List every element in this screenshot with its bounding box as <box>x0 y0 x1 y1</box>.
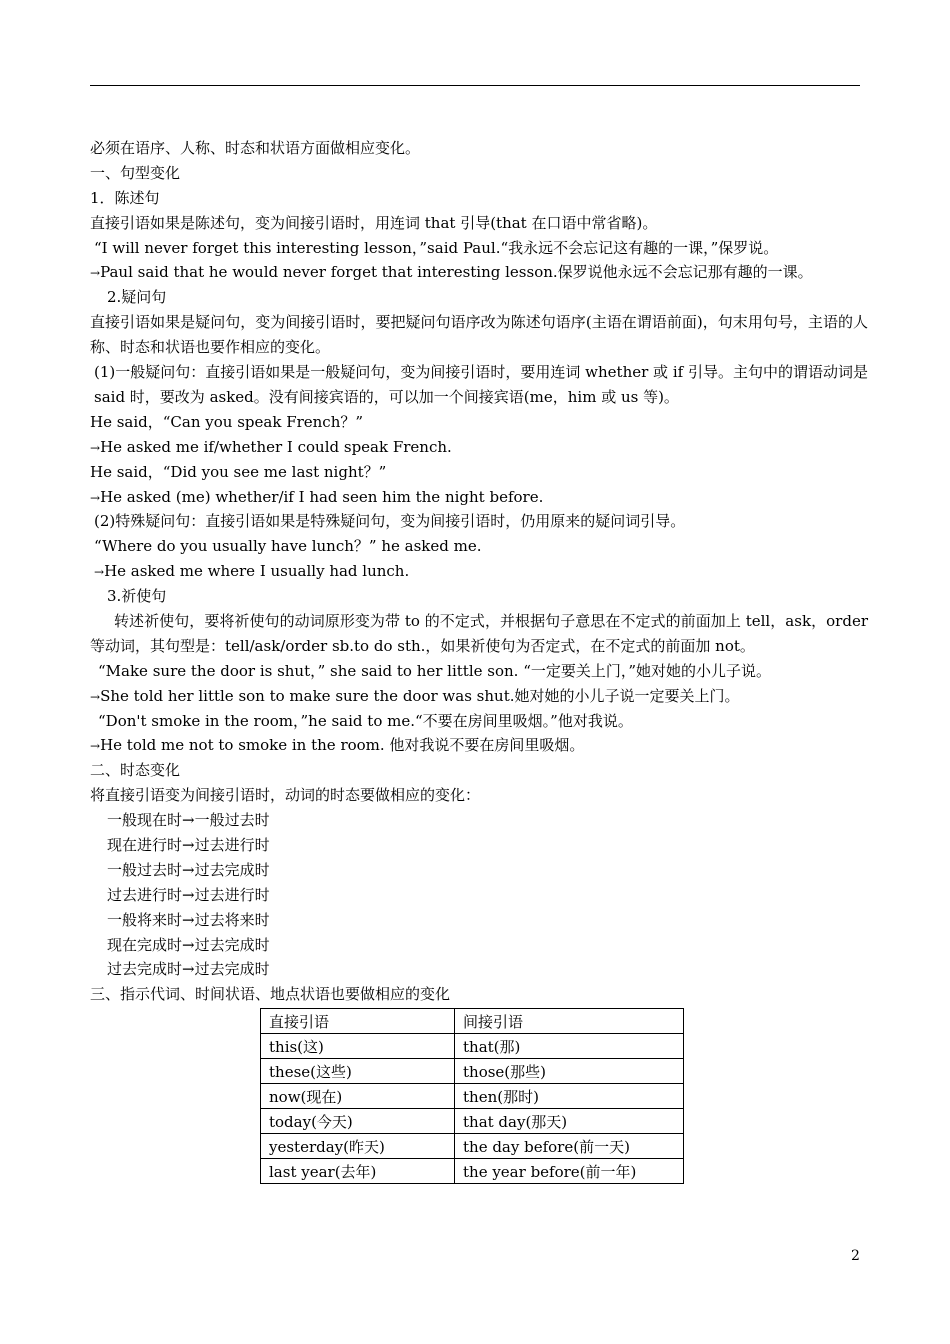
table-header-cell: 直接引语 <box>261 1009 455 1034</box>
example-indirect-speech <box>90 485 868 510</box>
table-cell: the year before(前一年) <box>455 1159 684 1184</box>
page-number: 2 <box>851 1248 860 1264</box>
tense-change-item: 一般现在时→一般过去时 <box>107 811 270 830</box>
example-indirect-speech <box>90 559 868 584</box>
tense-change-item: 一般将来时→过去将来时 <box>107 910 270 929</box>
example-indirect-speech <box>90 260 868 285</box>
table-cell: now(现在) <box>261 1084 455 1109</box>
paragraph-declarative: 直接引语如果是陈述句，变为间接引语时，用连词 that 引导(that 在口语中常省略)。 <box>90 213 658 232</box>
tense-change-item: 现在完成时→过去完成时 <box>107 935 270 954</box>
header-rule <box>90 85 860 86</box>
comparison-table <box>260 1008 684 1184</box>
table-cell: that day(那天) <box>455 1109 684 1134</box>
section-heading-tense-changes: 二、时态变化 <box>90 761 181 780</box>
arrow-icon: → <box>90 689 101 704</box>
example-direct-speech: “Don't smoke in the room，”he said to me.“不要在房间里吸烟。”他对我说。 <box>98 711 633 730</box>
table-row <box>261 1159 684 1184</box>
table-row <box>261 1109 684 1134</box>
example-text: He asked (me) whether/if I had seen him the night before. <box>100 487 544 506</box>
section-heading-sentence-types: 一、句型变化 <box>90 163 181 182</box>
example-text: She told her little son to make sure the door was shut.她对她的小儿子说一定要关上门。 <box>100 686 740 705</box>
table-cell: the day before(前一天) <box>455 1134 684 1159</box>
subheading-imperative: 3.祈使句 <box>107 587 167 606</box>
tense-change-item: 现在进行时→过去进行时 <box>107 836 270 855</box>
section-heading-demonstratives: 三、指示代词、时间状语、地点状语也要做相应的变化 <box>90 985 451 1004</box>
example-indirect-speech <box>90 435 868 460</box>
table-cell: today(今天) <box>261 1109 455 1134</box>
table-row <box>261 1059 684 1084</box>
example-text: He asked me where I usually had lunch. <box>104 562 410 581</box>
document-body <box>90 136 868 1007</box>
table-row <box>261 1134 684 1159</box>
arrow-icon: → <box>90 440 101 455</box>
table-cell: then(那时) <box>455 1084 684 1109</box>
table-cell: last year(去年) <box>261 1159 455 1184</box>
table-row <box>261 1084 684 1109</box>
arrow-icon: → <box>90 266 101 281</box>
paragraph-general-question: (1)一般疑问句：直接引语如果是一般疑问句，变为间接引语时，要用连词 whether 或 if 引导。主句中的谓语动词是 said 时，要改为 asked。没有间接宾语的，可以加一个间接宾语(me，him 或 us 等)。 <box>94 363 868 406</box>
tense-change-item: 一般过去时→过去完成时 <box>107 860 270 879</box>
tense-change-item: 过去进行时→过去进行时 <box>107 885 270 904</box>
example-direct-speech: “I will never forget this interesting lesson，”said Paul.“我永远不会忘记这有趣的一课，”保罗说。 <box>94 238 779 257</box>
table-cell: that(那) <box>455 1034 684 1059</box>
example-direct-speech: “Where do you usually have lunch？” he asked me. <box>94 537 482 556</box>
example-indirect-speech <box>90 684 868 709</box>
arrow-icon: → <box>94 565 105 580</box>
intro-text: 必须在语序、人称、时态和状语方面做相应变化。 <box>90 139 421 157</box>
subheading-interrogative: 2.疑问句 <box>107 288 167 307</box>
example-text: He asked me if/whether I could speak French. <box>100 437 452 456</box>
example-direct-speech: He said，“Can you speak French？” <box>90 412 364 431</box>
paragraph-tense-changes: 将直接引语变为间接引语时，动词的时态要做相应的变化： <box>90 786 481 805</box>
example-indirect-speech <box>90 733 868 758</box>
paragraph-special-question: (2)特殊疑问句：直接引语如果是特殊疑问句，变为间接引语时，仍用原来的疑问词引导。 <box>94 512 686 531</box>
example-direct-speech: “Make sure the door is shut，” she said to her little son. “一定要关上门，”她对她的小儿子说。 <box>98 661 772 680</box>
arrow-icon: → <box>90 739 101 754</box>
paragraph-imperative: 转述祈使句，要将祈使句的动词原形变为带 to 的不定式，并根据句子意思在不定式的前面加上 tell，ask，order 等动词，其句型是：tell/ask/order sb.to do sth.，如果祈使句为否定式，在不定式的前面加 not。 <box>90 611 868 655</box>
table-header-row <box>261 1009 684 1034</box>
example-text: He told me not to smoke in the room. 他对我说不要在房间里吸烟。 <box>100 736 585 755</box>
paragraph-interrogative: 直接引语如果是疑问句，变为间接引语时，要把疑问句语序改为陈述句语序(主语在谓语前面)，句末用句号，主语的人称、时态和状语也要作相应的变化。 <box>90 313 868 357</box>
arrow-icon: → <box>90 490 101 505</box>
table-cell: those(那些) <box>455 1059 684 1084</box>
tense-change-item: 过去完成时→过去完成时 <box>107 960 270 979</box>
table-cell: yesterday(昨天) <box>261 1134 455 1159</box>
table-header-cell: 间接引语 <box>455 1009 684 1034</box>
example-text: Paul said that he would never forget that interesting lesson.保罗说他永远不会忘记那有趣的一课。 <box>100 263 813 282</box>
example-direct-speech: He said，“Did you see me last night？” <box>90 462 387 481</box>
table-row <box>261 1034 684 1059</box>
subheading-declarative: 1．陈述句 <box>90 188 160 207</box>
table-cell: these(这些) <box>261 1059 455 1084</box>
table-cell: this(这) <box>261 1034 455 1059</box>
